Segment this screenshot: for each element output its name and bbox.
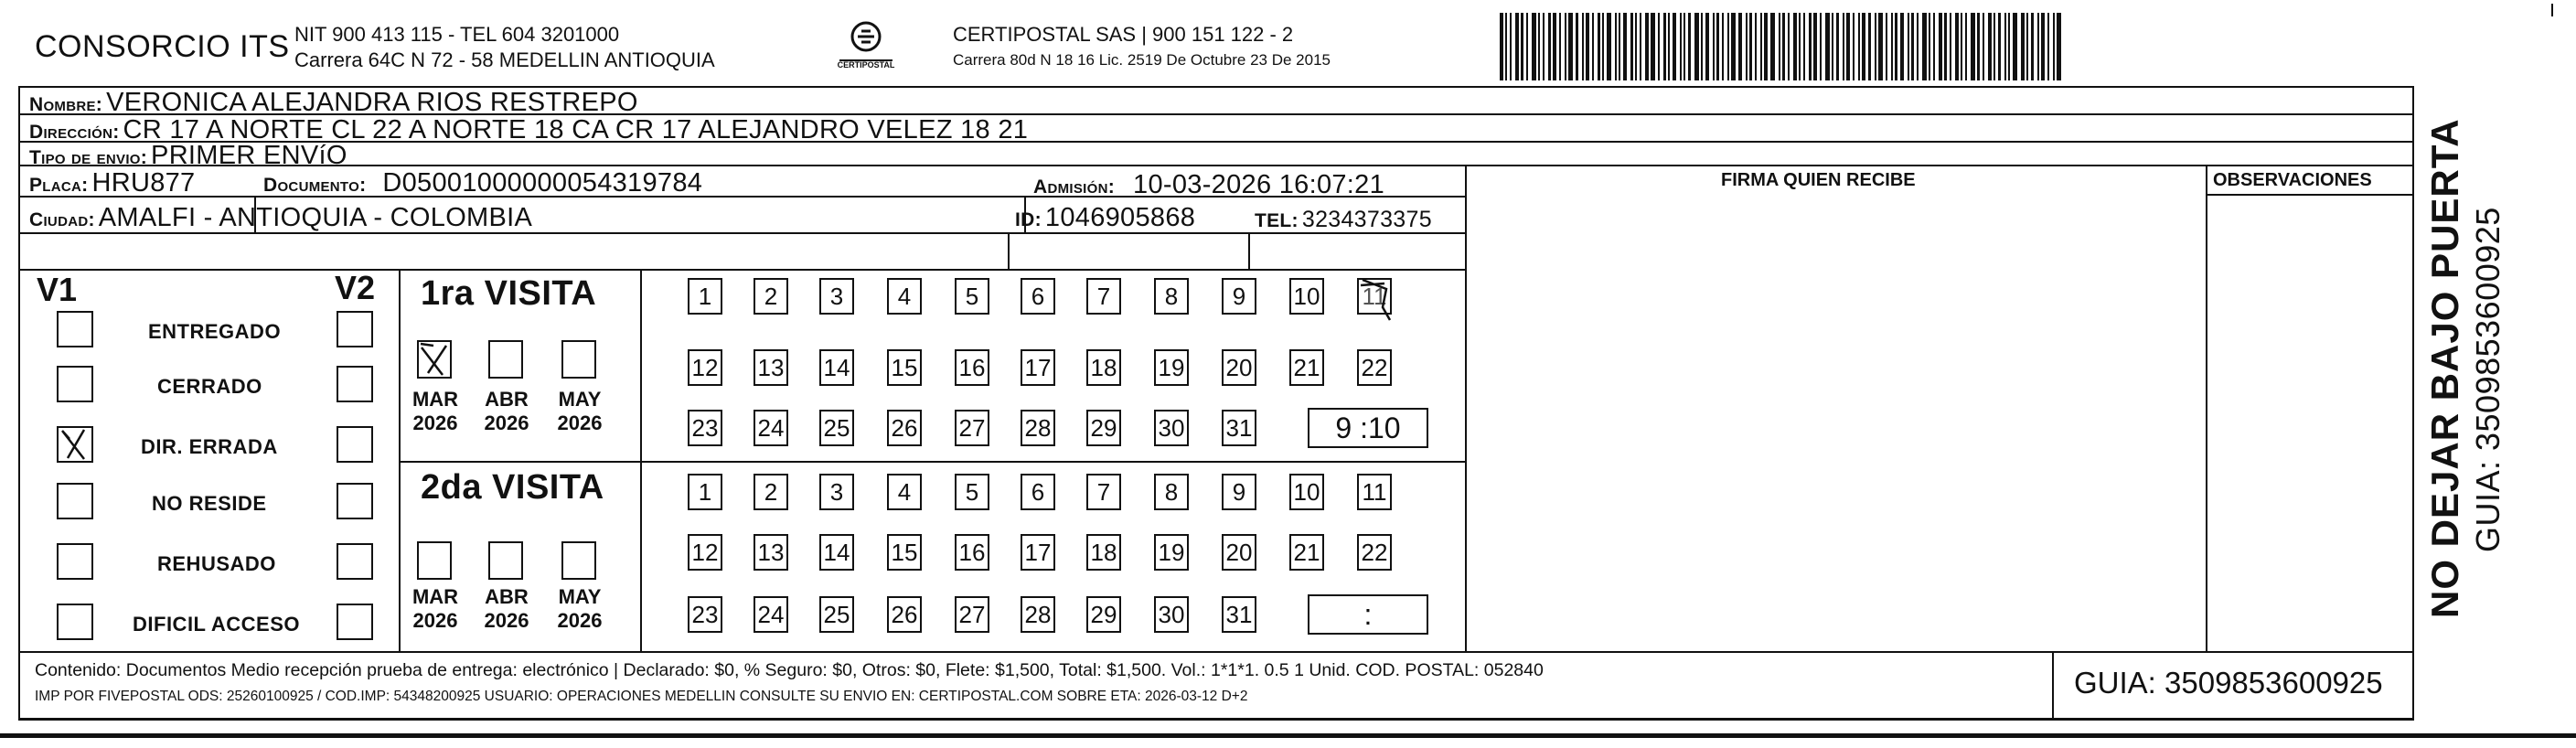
visit-2-day-20[interactable]: 20: [1222, 534, 1256, 571]
status-label-entregado: ENTREGADO: [148, 320, 282, 343]
barcode-bar: [1998, 13, 2001, 80]
visit-2-day-3[interactable]: 3: [819, 474, 854, 510]
firma-left-border: [1465, 165, 1467, 651]
v2-checkbox-no-reside[interactable]: [337, 483, 373, 519]
frame-bottom: [18, 718, 2414, 721]
barcode-bar: [1846, 13, 1850, 80]
month-year: 2026: [484, 411, 529, 434]
visit-1-title: 1ra VISITA: [421, 274, 597, 313]
month-name: MAR: [412, 388, 459, 411]
month-name: MAR: [412, 585, 459, 608]
month-year: 2026: [557, 609, 603, 632]
barcode-bar: [1853, 13, 1855, 80]
barcode-bar: [1799, 13, 1801, 80]
barcode-bar: [1788, 13, 1790, 80]
id-value: 1046905868: [1044, 203, 1196, 232]
carrier-line: CERTIPOSTAL SAS | 900 151 122 - 2: [953, 23, 1294, 46]
barcode-bar: [1875, 13, 1876, 80]
visit-2-day-16[interactable]: 16: [955, 534, 989, 571]
visit-2-day-26[interactable]: 26: [887, 596, 922, 633]
barcode-bar: [1565, 13, 1566, 80]
barcode-bar: [1680, 13, 1682, 80]
certipostal-logo: [834, 16, 898, 71]
barcode-bar: [1803, 13, 1805, 80]
barcode-bar: [1961, 13, 1962, 80]
barcode-bar: [1832, 13, 1833, 80]
month-year: 2026: [412, 609, 458, 632]
visit-2-month-checkbox-may[interactable]: [561, 541, 596, 580]
row-sep: [18, 165, 2414, 166]
visit-1-time[interactable]: 9 :10: [1308, 408, 1428, 448]
barcode-bar: [1868, 13, 1871, 80]
visit-1-month-checkbox-mar[interactable]: [417, 340, 452, 379]
v1-checkbox-rehusado[interactable]: [57, 543, 93, 580]
visit-1-day-2[interactable]: 2: [754, 278, 788, 315]
v1-header: V1: [37, 271, 78, 308]
placa-cell: [29, 168, 195, 198]
barcode-bar: [1510, 13, 1512, 80]
obs-header-underline: [2206, 194, 2412, 196]
barcode-bar: [1878, 13, 1883, 80]
barcode-bar: [1843, 13, 1844, 80]
v1-checkbox-dificil-acceso[interactable]: [57, 604, 93, 640]
visit-2-day-8[interactable]: 8: [1154, 474, 1189, 510]
barcode-bar: [1886, 13, 1887, 80]
barcode-bar: [1640, 13, 1641, 80]
barcode-bar: [1623, 13, 1627, 80]
barcode-bar: [1532, 13, 1536, 80]
visit-2-month-checkbox-mar[interactable]: [417, 541, 452, 580]
visit-2-day-7[interactable]: 7: [1086, 474, 1121, 510]
visit-2-day-25[interactable]: 25: [819, 596, 854, 633]
barcode-bar: [1727, 13, 1729, 80]
visit-1-day-4[interactable]: 4: [887, 278, 922, 315]
visit-2-day-21[interactable]: 21: [1289, 534, 1324, 571]
barcode-bar: [1764, 13, 1768, 80]
barcode-bar: [1983, 13, 1984, 80]
visit-2-day-2[interactable]: 2: [754, 474, 788, 510]
col-sep: [1248, 232, 1250, 269]
v1-checkbox-cerrado[interactable]: [57, 366, 93, 402]
frame-left: [18, 86, 20, 720]
visit-1-day-5[interactable]: 5: [955, 278, 989, 315]
barcode-bar: [1900, 13, 1904, 80]
visit-2-month-label-mar: [408, 585, 463, 633]
barcode-bar: [1917, 13, 1919, 80]
firma-header: FIRMA QUIEN RECIBE: [1721, 170, 1916, 190]
v2-checkbox-cerrado[interactable]: [337, 366, 373, 402]
month-name: ABR: [485, 585, 529, 608]
barcode-bar: [1553, 13, 1556, 80]
barcode-bar: [1749, 13, 1752, 80]
visit-2-day-12[interactable]: 12: [688, 534, 722, 571]
barcode-bar: [1598, 13, 1600, 80]
barcode-bar: [1548, 13, 1551, 80]
barcode-bar: [1793, 13, 1797, 80]
visit-2-title: 2da VISITA: [421, 468, 604, 507]
barcode-bar: [1630, 13, 1633, 80]
barcode-bar: [1607, 13, 1611, 80]
barcode-bar: [2047, 13, 2049, 80]
visit-1-day-8[interactable]: 8: [1154, 278, 1189, 315]
v1-checkbox-no-reside[interactable]: [57, 483, 93, 519]
barcode-bar: [1746, 13, 1748, 80]
tipo-value: PRIMER ENVíO: [151, 141, 347, 170]
visit-1-month-checkbox-may[interactable]: [561, 340, 596, 379]
company-info: [294, 22, 715, 73]
barcode-bar: [1988, 13, 1992, 80]
visit-2-month-label-may: [552, 585, 607, 633]
placa-label: Placa:: [29, 175, 89, 196]
visit-2-day-9[interactable]: 9: [1222, 474, 1256, 510]
barcode-bar: [1862, 13, 1865, 80]
barcode-bar: [1505, 13, 1507, 80]
barcode-bar: [2004, 13, 2006, 80]
barcode: [1500, 13, 2231, 80]
barcode-bar: [1619, 13, 1620, 80]
visit-1-day-6[interactable]: 6: [1021, 278, 1055, 315]
barcode-bar: [1713, 13, 1715, 80]
barcode-bar: [1658, 13, 1660, 80]
visit-1-day-9[interactable]: 9: [1222, 278, 1256, 315]
nombre-value: VERONICA ALEJANDRA RIOS RESTREPO: [106, 88, 638, 117]
day-number: 11: [1362, 283, 1387, 310]
tel-label: TEL:: [1255, 210, 1299, 231]
month-year: 2026: [557, 411, 603, 434]
barcode-bar: [1683, 13, 1685, 80]
visit-2-day-11[interactable]: 11: [1357, 474, 1392, 510]
address-line: Carrera 64C N 72 - 58 MEDELLIN ANTIOQUIA: [294, 48, 715, 71]
visit-2-day-18[interactable]: 18: [1086, 534, 1121, 571]
visit-1-day-23[interactable]: 23: [688, 410, 722, 446]
visit-2-day-15[interactable]: 15: [887, 534, 922, 571]
barcode-bar: [1576, 13, 1578, 80]
months-col-sep: [640, 269, 642, 651]
barcode-bar: [1929, 13, 1930, 80]
visit-1-month-label-may: [552, 388, 607, 435]
footer-print-line: IMP POR FIVEPOSTAL ODS: 25260100925 / COD.IMP: 54348200925 USUARIO: OPERACIONES MEDELLIN CONSULTE SU ENVIO EN: CERTIPOSTAL.COM SOBRE ETA: 2026-03-12 D+2: [35, 689, 1248, 704]
visit-1-day-7[interactable]: 7: [1086, 278, 1121, 315]
barcode-bar: [1526, 13, 1528, 80]
visit-1-day-30[interactable]: 30: [1154, 410, 1189, 446]
visit-2-day-30[interactable]: 30: [1154, 596, 1189, 633]
visit-1-day-21[interactable]: 21: [1289, 349, 1324, 386]
visit-1-day-15[interactable]: 15: [887, 349, 922, 386]
barcode-bar: [2031, 13, 2034, 80]
footer-content-line: Contenido: Documentos Medio recepción prueba de entrega: electrónico | Declarado: $0, % Seguro: $0, Otros: $0, Flete: $1,500, Total: $1,500. Vol.: 1*1*1. 0.5 1 Unid. COD. POSTAL: 052840: [35, 660, 1544, 680]
barcode-bar: [1809, 13, 1812, 80]
visit-2-day-6[interactable]: 6: [1021, 474, 1055, 510]
barcode-bar: [1673, 13, 1676, 80]
frame-right: [2412, 86, 2414, 720]
barcode-bar: [1908, 13, 1909, 80]
barcode-bar: [1760, 13, 1762, 80]
barcode-bar: [1694, 13, 1699, 80]
visit-1-day-20[interactable]: 20: [1222, 349, 1256, 386]
ciudad-label: Ciudad:: [29, 209, 95, 230]
barcode-bar: [2057, 13, 2061, 80]
month-name: MAY: [558, 388, 602, 411]
barcode-bar: [2053, 13, 2055, 80]
brand-name: CONSORCIO ITS: [35, 29, 290, 64]
barcode-bar: [2021, 13, 2025, 80]
id-label: ID:: [1015, 209, 1042, 230]
page-bottom-rule: [0, 733, 2576, 738]
barcode-bar: [1939, 13, 1942, 80]
visit-1-day-10[interactable]: 10: [1289, 278, 1324, 315]
visit-1-day-11[interactable]: [1357, 278, 1392, 315]
barcode-bar: [1738, 13, 1742, 80]
status-label-dir-errada: DIR. ERRADA: [141, 435, 278, 458]
documento-value: D05001000000054319784: [382, 168, 703, 198]
barcode-bar: [1955, 13, 1959, 80]
visit-1-day-17[interactable]: 17: [1021, 349, 1055, 386]
footer-guia: GUIA: 3509853600925: [2074, 666, 2383, 700]
barcode-bar: [1716, 13, 1719, 80]
barcode-bar: [1543, 13, 1545, 80]
barcode-bar: [1911, 13, 1914, 80]
admision-value: 10-03-2026 16:07:21: [1133, 170, 1385, 199]
visit-2-day-29[interactable]: 29: [1086, 596, 1121, 633]
barcode-bar: [1965, 13, 1967, 80]
visit-2-day-19[interactable]: 19: [1154, 534, 1189, 571]
visit-1-day-1[interactable]: 1: [688, 278, 722, 315]
barcode-bar: [1755, 13, 1757, 80]
barcode-bar: [1568, 13, 1573, 80]
visit-2-month-label-abr: [479, 585, 534, 633]
barcode-bar: [2008, 13, 2010, 80]
month-name: MAY: [558, 585, 602, 608]
barcode-bar: [1993, 13, 1995, 80]
barcode-bar: [1950, 13, 1951, 80]
visit-1-day-25[interactable]: 25: [819, 410, 854, 446]
v2-checkbox-dificil-acceso[interactable]: [337, 604, 373, 640]
visit-1-month-label-abr: [479, 388, 534, 435]
status-label-rehusado: REHUSADO: [157, 552, 276, 575]
visit-2-day-23[interactable]: 23: [688, 596, 722, 633]
no-dejar-warning: NO DEJAR BAJO PUERTA: [2423, 118, 2466, 618]
barcode-bar: [1858, 13, 1860, 80]
obs-left-border: [2206, 165, 2207, 651]
admision-cell: [1033, 170, 1384, 200]
ciudad-cell: [29, 203, 532, 233]
barcode-bar: [1500, 13, 1503, 80]
barcode-bar: [1635, 13, 1637, 80]
carrier-license: Carrera 80d N 18 16 Lic. 2519 De Octubre 23 De 2015: [953, 51, 1331, 69]
barcode-bar: [1582, 13, 1584, 80]
barcode-bar: [1602, 13, 1604, 80]
barcode-bar: [1825, 13, 1830, 80]
barcode-bar: [1782, 13, 1785, 80]
guia-box-border: [2052, 651, 2054, 719]
barcode-bar: [1701, 13, 1703, 80]
visit-2-day-31[interactable]: 31: [1222, 596, 1256, 633]
barcode-bar: [1592, 13, 1594, 80]
nombre-label: Nombre:: [29, 94, 103, 115]
v2-checkbox-rehusado[interactable]: [337, 543, 373, 580]
id-cell: [1015, 203, 1195, 233]
visit-2-day-1[interactable]: 1: [688, 474, 722, 510]
nombre-row: [29, 88, 638, 118]
visit-1-day-31[interactable]: 31: [1222, 410, 1256, 446]
barcode-bar: [1891, 13, 1893, 80]
tel-value: 3234373375: [1301, 207, 1432, 232]
barcode-bar: [1971, 13, 1975, 80]
visit-1-day-14[interactable]: 14: [819, 349, 854, 386]
visit-2-time[interactable]: :: [1308, 594, 1428, 635]
direccion-value: CR 17 A NORTE CL 22 A NORTE 18 CA CR 17 ALEJANDRO VELEZ 18 21: [123, 115, 1029, 144]
status-label-no-reside: NO RESIDE: [152, 492, 267, 515]
admision-label: Admisión:: [1033, 176, 1116, 198]
month-year: 2026: [412, 411, 458, 434]
visit-1-day-24[interactable]: 24: [754, 410, 788, 446]
barcode-bar: [1922, 13, 1927, 80]
v2-checkbox-entregado[interactable]: [337, 311, 373, 347]
barcode-bar: [1668, 13, 1670, 80]
side-guia: GUIA: 3509853600925: [2469, 207, 2507, 552]
visit-sep: [399, 461, 1465, 463]
barcode-bar: [1521, 13, 1523, 80]
status-label-cerrado: CERRADO: [157, 375, 262, 398]
visit-2-day-4[interactable]: 4: [887, 474, 922, 510]
v1-checkbox-entregado[interactable]: [57, 311, 93, 347]
visit-1-day-22[interactable]: 22: [1357, 349, 1392, 386]
v2-checkbox-dir-errada[interactable]: [337, 426, 373, 463]
corner-tick: [2551, 4, 2553, 16]
barcode-bar: [1836, 13, 1839, 80]
barcode-bar: [1820, 13, 1822, 80]
documento-cell: [263, 168, 702, 198]
direccion-label: Dirección:: [29, 122, 120, 143]
barcode-bar: [1933, 13, 1935, 80]
visit-1-day-28[interactable]: 28: [1021, 410, 1055, 446]
month-name: ABR: [485, 388, 529, 411]
visit-1-month-label-mar: [408, 388, 463, 435]
barcode-bar: [1663, 13, 1666, 80]
placa-value: HRU877: [91, 168, 196, 198]
v2-header: V2: [335, 269, 376, 306]
visit-1-day-12[interactable]: 12: [688, 349, 722, 386]
barcode-bar: [1770, 13, 1775, 80]
row-sep: [18, 269, 1465, 271]
visit-2-day-28[interactable]: 28: [1021, 596, 1055, 633]
status-label-dificil-acceso: DIFICIL ACCESO: [133, 613, 301, 636]
visit-1-day-13[interactable]: 13: [754, 349, 788, 386]
nit-line: NIT 900 413 115 - TEL 604 3201000: [294, 23, 620, 46]
visit-1-day-27[interactable]: 27: [955, 410, 989, 446]
observaciones-header: OBSERVACIONES: [2213, 170, 2372, 190]
v1-checkbox-dir-errada[interactable]: [57, 426, 93, 463]
tipo-label: Tipo de envio:: [29, 147, 148, 168]
ciudad-value: AMALFI - ANTIOQUIA - COLOMBIA: [98, 203, 533, 232]
barcode-bar: [1615, 13, 1617, 80]
logo-caption: CERTIPOSTAL: [837, 60, 895, 69]
visit-2-day-22[interactable]: 22: [1357, 534, 1392, 571]
barcode-bar: [2041, 13, 2045, 80]
barcode-bar: [1705, 13, 1709, 80]
month-year: 2026: [484, 609, 529, 632]
visit-2-day-27[interactable]: 27: [955, 596, 989, 633]
tel-cell: [1255, 207, 1432, 233]
barcode-bar: [2013, 13, 2017, 80]
visit-2-day-5[interactable]: 5: [955, 474, 989, 510]
visit-1-day-18[interactable]: 18: [1086, 349, 1121, 386]
barcode-bar: [1977, 13, 1980, 80]
visit-2-day-24[interactable]: 24: [754, 596, 788, 633]
barcode-bar: [1722, 13, 1724, 80]
visit-2-day-10[interactable]: 10: [1289, 474, 1324, 510]
visit-2-day-17[interactable]: 17: [1021, 534, 1055, 571]
visit-1-day-29[interactable]: 29: [1086, 410, 1121, 446]
documento-label: Documento:: [263, 175, 367, 196]
visit-2-month-checkbox-abr[interactable]: [488, 541, 523, 580]
status-col-sep: [399, 269, 401, 651]
barcode-bar: [1895, 13, 1897, 80]
barcode-bar: [1813, 13, 1817, 80]
visit-1-month-checkbox-abr[interactable]: [488, 340, 523, 379]
carrier-info: [953, 22, 1331, 73]
barcode-bar: [1515, 13, 1519, 80]
barcode-bar: [1944, 13, 1947, 80]
col-sep: [1008, 232, 1010, 269]
barcode-bar: [1586, 13, 1589, 80]
visit-2-day-13[interactable]: 13: [754, 534, 788, 571]
barcode-bar: [1559, 13, 1561, 80]
barcode-bar: [1688, 13, 1691, 80]
barcode-bar: [1538, 13, 1540, 80]
visit-1-day-26[interactable]: 26: [887, 410, 922, 446]
barcode-bar: [1779, 13, 1780, 80]
barcode-bar: [1651, 13, 1655, 80]
footer-sep: [18, 651, 2414, 653]
visit-1-day-19[interactable]: 19: [1154, 349, 1189, 386]
visit-1-day-16[interactable]: 16: [955, 349, 989, 386]
barcode-bar: [1645, 13, 1649, 80]
barcode-bar: [1731, 13, 1736, 80]
visit-1-day-3[interactable]: 3: [819, 278, 854, 315]
barcode-bar: [2037, 13, 2039, 80]
barcode-bar: [2026, 13, 2028, 80]
tipo-row: [29, 141, 347, 171]
visit-2-day-14[interactable]: 14: [819, 534, 854, 571]
